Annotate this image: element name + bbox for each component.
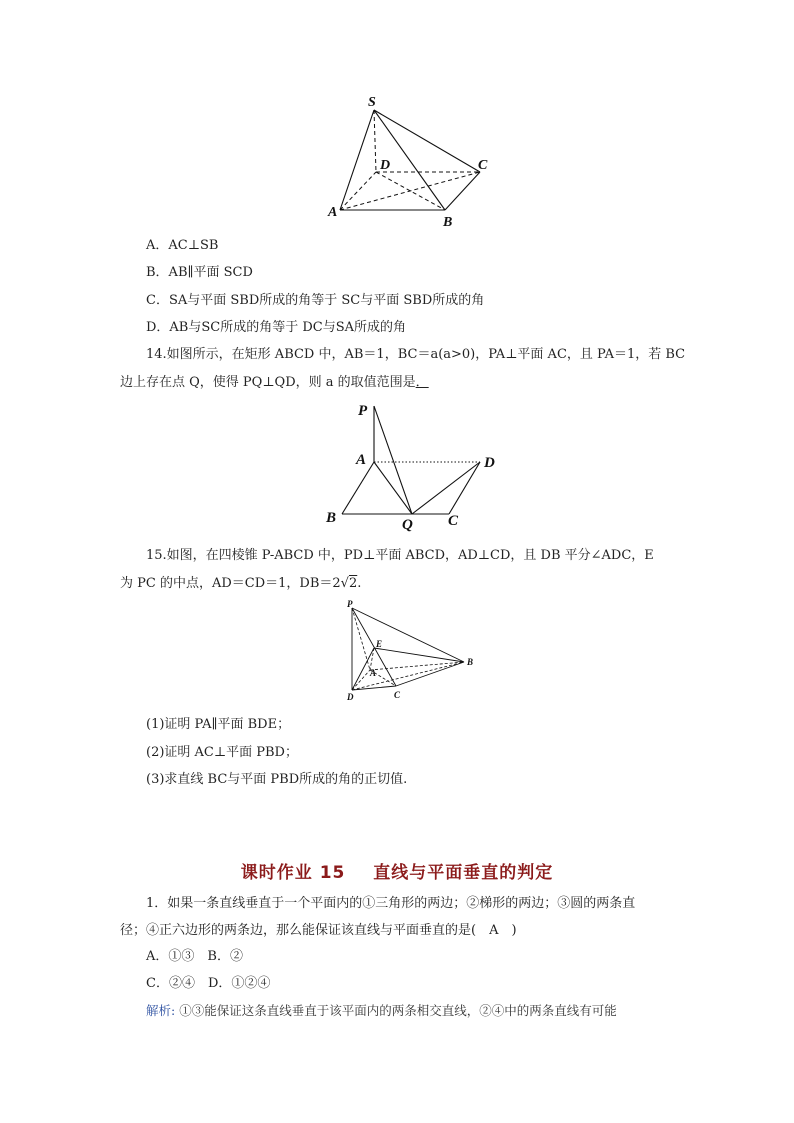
q13-option-d: D．AB与SC所成的角等于 DC与SA所成的角 [146,320,407,335]
edge-CB [396,662,464,686]
edge-AQ [374,462,412,514]
analysis-label: 解析: [146,1003,176,1018]
q15-line2-prefix: 为 PC 的中点，AD＝CD＝1，DB＝2 [120,576,341,591]
label-D: D [484,455,495,471]
label-S: S [368,95,376,110]
label-B: B [326,510,337,526]
q15-line1: 15.如图，在四棱锥 P-ABCD 中，PD⊥平面 ABCD，AD⊥CD，且 DB 平分∠ADC，E [146,548,654,563]
label-C: C [448,513,459,529]
edge-AB [342,462,374,514]
label-C: C [394,690,401,700]
q15-part-2: (2)证明 AC⊥平面 PBD； [146,745,298,760]
q13-option-c: C．SA与平面 SBD所成的角等于 SC与平面 SBD所成的角 [146,293,485,308]
label-A: A [370,668,377,678]
edge-QD [412,462,480,514]
q14-line1: 14.如图所示，在矩形 ABCD 中，AB＝1，BC＝a(a>0)，PA⊥平面 AC，且 PA＝1，若 BC [146,347,686,362]
label-P: P [358,403,368,419]
figure-rectangle-pq [322,398,502,534]
q15-line2-root: 2 [348,576,358,591]
label-P: P [347,599,353,609]
q1-line2: 径；④正六边形的两条边，那么能保证该直线与平面垂直的是( A ) [120,923,517,938]
figure-pyramid-sabcd [320,92,500,232]
q1-options-cd: C．②④ D．①②④ [146,976,271,991]
edge-SD [374,110,376,172]
label-E: E [376,639,383,649]
q15-part-1: (1)证明 PA∥平面 BDE； [146,717,291,732]
analysis-line [146,1002,617,1020]
section-title [0,858,794,883]
section-title-prefix: 课时作业 15 [240,863,346,883]
q15-line2 [120,575,361,593]
label-A: A [328,205,338,220]
label-D: D [347,692,354,702]
q1-line1: 1．如果一条直线垂直于一个平面内的①三角形的两边；②梯形的两边；③圆的两条直 [146,896,636,911]
q15-line2-suffix: . [357,576,362,591]
edge-CD [449,462,480,514]
label-D: D [380,158,391,173]
q14-line2 [120,374,429,392]
figure-pyramid-pabcd [340,598,480,706]
q13-option-b: B．AB∥平面 SCD [146,265,253,280]
q1-options-ab: A．①③ B．② [146,949,243,964]
edge-AD [340,172,376,210]
edge-PQ [374,406,412,514]
label-C: C [478,158,488,173]
label-A: A [356,452,367,468]
section-title-name: 直线与平面垂直的判定 [373,863,554,883]
label-B: B [467,657,474,667]
edge-BC [445,172,480,210]
edge-SA [340,110,374,210]
sqrt-sign: √ [340,576,349,591]
label-B: B [443,215,453,230]
q14-answer-blank: ． [415,375,429,390]
edge-AB [370,662,464,670]
analysis-text: ①③能保证这条直线垂直于该平面内的两条相交直线，②④中的两条直线有可能 [175,1003,617,1018]
q15-part-3: (3)求直线 BC与平面 PBD所成的角的正切值. [146,772,408,787]
label-Q: Q [402,517,413,533]
edge-PB [352,608,464,662]
q13-option-a: A．AC⊥SB [146,238,219,253]
q14-line2-text: 边上存在点 Q，使得 PQ⊥QD，则 a 的取值范围是 [120,375,416,390]
